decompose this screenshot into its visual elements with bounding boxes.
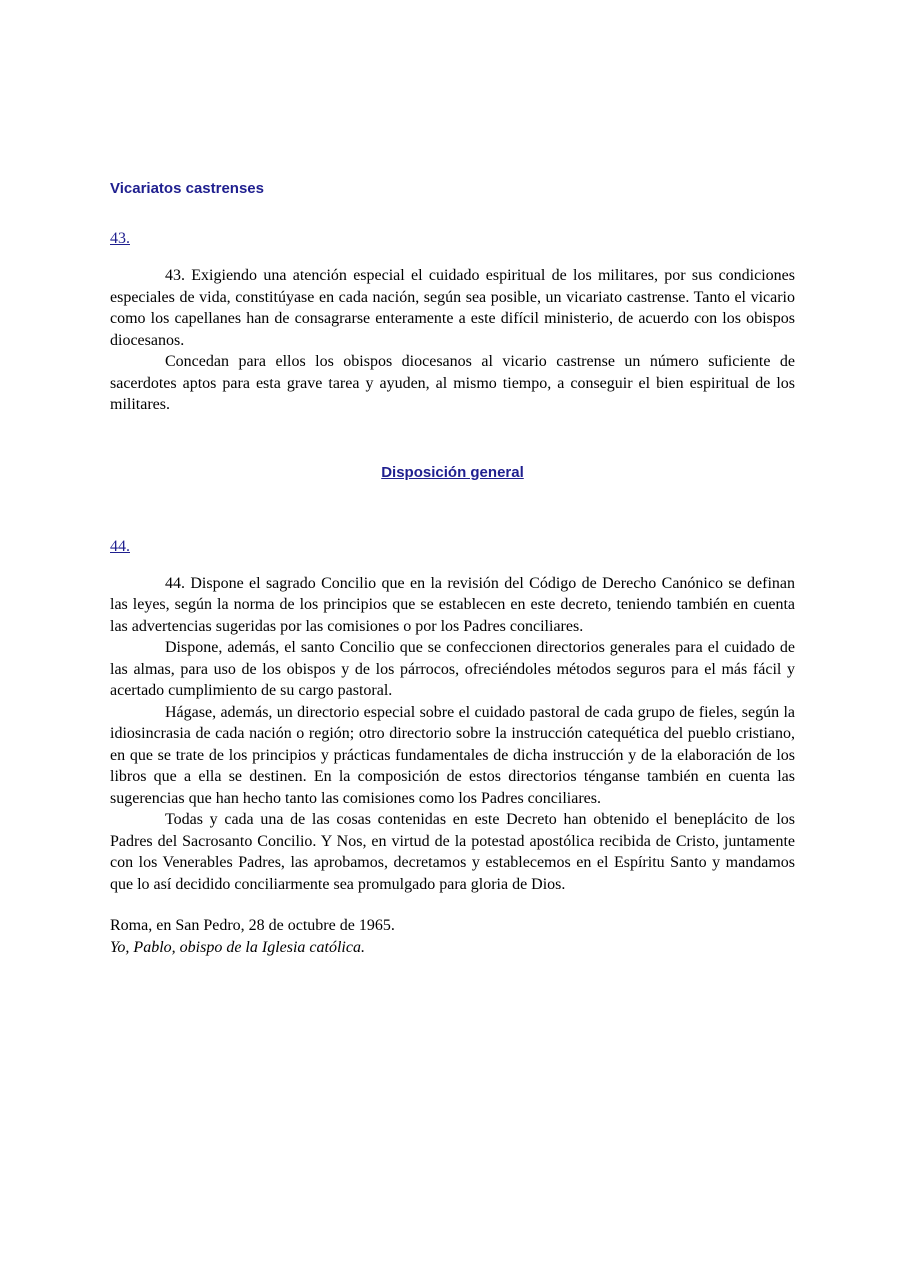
heading-line-disposicion-general: [110, 464, 795, 481]
paragraph-43-2: Concedan para ellos los obispos diocesanos al vicario castrense un número suficiente de sacerdotes aptos para esta grave tarea y ayuden, al mismo tiempo, a conseguir el bien espiritual de los militares.: [110, 353, 795, 413]
paragraph-44-3: Hágase, además, un directorio especial sobre el cuidado pastoral de cada grupo de fieles, según la idiosincrasia de cada nación o región; otro directorio sobre la instrucción catequética del pueblo cristiano, en que se trate de los principios y prácticas fundamentales de dicha instrucción y de la elaboración de los libros que a ella se destinen. En la composición de estos directorios ténganse también en cuenta las sugerencias que han hecho tanto las comisiones como los Padres conciliares.: [110, 703, 795, 807]
heading-vicariatos-castrenses: Vicariatos castrenses: [110, 180, 264, 197]
paragraph-44-4: Todas y cada una de las cosas contenidas en este Decreto han obtenido el beneplácito de los Padres del Sacrosanto Concilio. Y Nos, en virtud de la potestad apostólica recibida de Cristo, juntamente con los Venerables Padres, las aprobamos, decretamos y establecemos en el Espíritu Santo y mandamos que lo así decidido conciliarmente sea promulgado para gloria de Dios.: [110, 811, 795, 893]
anchor-line-43: [110, 229, 795, 249]
dateline: Roma, en San Pedro, 28 de octubre de 1965.: [110, 917, 395, 934]
paragraph-44-1: 44. Dispone el sagrado Concilio que en la revisión del Código de Derecho Canónico se definan las leyes, según la norma de los principios que se establecen en este decreto, teniendo también en cuenta las advertencias sugeridas por las comisiones o por los Padres conciliares.: [110, 574, 795, 635]
paragraph-44-2: Dispone, además, el santo Concilio que se confeccionen directorios generales para el cuidado de las almas, para uso de los obispos y de los párrocos, ofreciéndoles métodos seguros para el más fácil y acertado cumplimiento de su cargo pastoral.: [110, 639, 795, 699]
paragraph-43-1: 43. Exigiendo una atención especial el cuidado espiritual de los militares, por sus condiciones especiales de vida, constitúyase en cada nación, según sea posible, un vicariato castrense. Tanto el vicario como los capellanes han de consagrarse enteramente a este difícil ministerio, de acuerdo con los obispos diocesanos.: [110, 267, 795, 349]
section-link-disposicion-general[interactable]: Disposición general: [381, 463, 524, 481]
anchor-link-44[interactable]: 44.: [110, 537, 130, 555]
anchor-line-44: [110, 537, 795, 557]
anchor-link-43[interactable]: 43.: [110, 230, 130, 247]
signature-line: Yo, Pablo, obispo de la Iglesia católica.: [110, 938, 365, 956]
